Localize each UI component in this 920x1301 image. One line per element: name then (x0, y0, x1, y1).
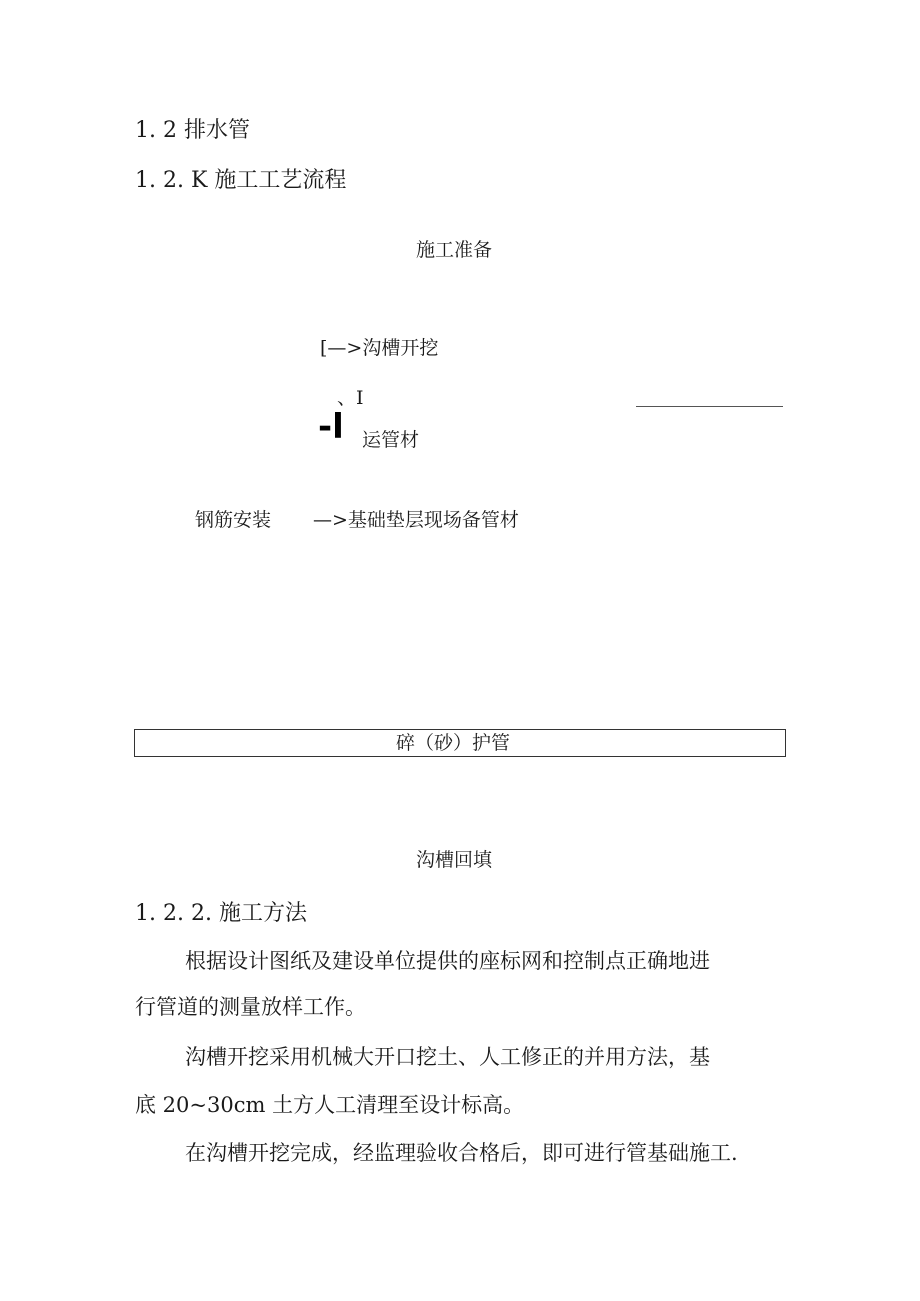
flow-mark-big: -l (318, 407, 344, 447)
method-paragraph-2-line-1: 沟槽开挖采用机械大开口挖土、人工修正的并用方法，基 (185, 1045, 710, 1069)
flow-step-backfill: 沟槽回填 (416, 849, 493, 871)
flow-mark-small: 、I (337, 387, 364, 409)
flow-step-pipe-protection: 碎（砂）护管 (396, 732, 511, 754)
method-heading: 1. 2. 2. 施工方法 (135, 901, 307, 926)
method-paragraph-3-line-1: 在沟槽开挖完成，经监理验收合格后，即可进行管基础施工. (185, 1141, 738, 1165)
flow-step-trench-excavation: [—>沟槽开挖 (320, 337, 439, 359)
section-heading: 1. 2 排水管 (135, 118, 250, 143)
flow-step-transport-pipe: 运管材 (362, 429, 420, 451)
flow-step-rebar: 钢筋安装 (195, 509, 272, 531)
flow-connector-line (636, 406, 783, 407)
subsection-heading: 1. 2. K 施工工艺流程 (135, 168, 347, 193)
flow-step-base-layer: —>基础垫层现场备管材 (313, 509, 519, 531)
method-paragraph-2-line-2: 底 20~30cm 土方人工清理至设计标高。 (135, 1093, 525, 1117)
method-paragraph-1-line-2: 行管道的测量放样工作。 (135, 995, 366, 1019)
method-paragraph-1-line-1: 根据设计图纸及建设单位提供的座标网和控制点正确地进 (185, 949, 710, 973)
flow-step-prepare: 施工准备 (416, 239, 493, 261)
